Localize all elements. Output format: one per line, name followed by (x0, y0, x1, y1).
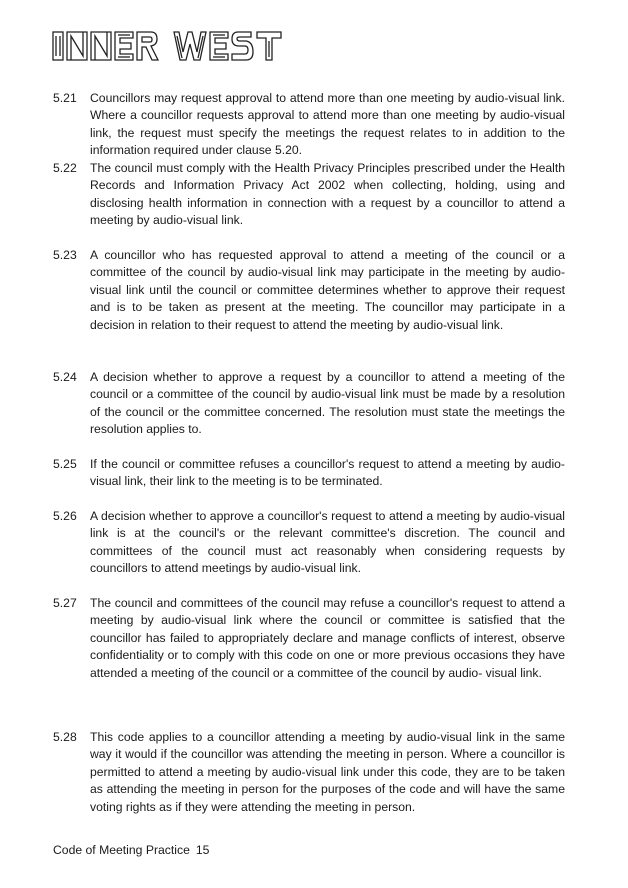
page-footer (53, 842, 209, 859)
clause-5-25 (53, 456, 565, 491)
page-number: 15 (195, 843, 210, 857)
inner-west-logo (52, 28, 288, 64)
clause-number: 5.26 (53, 509, 77, 523)
clause-text: This code applies to a councillor attending a meeting by audio-visual link in the same way it would if the councillor was attending the meeting in person. Where a councillor is permitted to attend a meeting by audio-visual link under this code, they are to be taken as attending the meeting in person for the purposes of the code and will have the same voting rights as if they were attending the meeting in person. (90, 730, 565, 814)
clause-number: 5.22 (53, 161, 77, 175)
clause-5-26 (53, 508, 565, 578)
clause-number: 5.23 (53, 248, 77, 262)
clause-number: 5.24 (53, 370, 77, 384)
clause-text: The council and committees of the council may refuse a councillor's request to attend a meeting by audio-visual link where the council or committee is satisfied that the councillor has failed to appropriately declare and manage conflicts of interest, observe confidentiality or to comply with this code on one or more previous occasions they have attended a meeting of the council or a committee of the council by audio- visual link. (90, 596, 565, 680)
clause-number: 5.28 (53, 730, 77, 744)
clause-text: A decision whether to approve a councillor's request to attend a meeting by audio-visual link is at the council's or the relevant committee's discretion. The council and committees of the council must act reasonably when considering requests by councillors to attend meetings by audio-visual link. (90, 509, 565, 576)
footer-document-title: Code of Meeting Practice (53, 843, 190, 857)
clause-text: A decision whether to approve a request by a councillor to attend a meeting of the council or a committee of the council by audio-visual link must be made by a resolution of the council or the committee concerned. The resolution must state the meetings the resolution applies to. (90, 370, 565, 437)
clause-5-21 (53, 90, 565, 160)
clause-text: Councillors may request approval to attend more than one meeting by audio-visual link. Where a councillor requests approval to attend more than one meeting by audio-visual link, the request must specify the meetings the request relates to in addition to the information required under clause 5.20. (90, 91, 565, 158)
clause-5-23 (53, 247, 565, 334)
clause-5-28 (53, 729, 565, 816)
clause-number: 5.21 (53, 91, 77, 105)
clause-number: 5.27 (53, 596, 77, 610)
clause-5-24 (53, 369, 565, 439)
clause-number: 5.25 (53, 457, 77, 471)
clause-5-27 (53, 595, 565, 682)
clause-5-22 (53, 160, 565, 230)
clause-text: A councillor who has requested approval to attend a meeting of the council or a committee of the council by audio-visual link may participate in the meeting by audio-visual link until the council or committee determines whether to approve their request and is to be taken as present at the meeting. The councillor may participate in a decision in relation to their request to attend the meeting by audio-visual link. (90, 248, 565, 332)
clause-text: If the council or committee refuses a councillor's request to attend a meeting by audio-visual link, their link to the meeting is to be terminated. (90, 457, 565, 489)
clause-text: The council must comply with the Health Privacy Principles prescribed under the Health Records and Information Privacy Act 2002 when collecting, holding, using and disclosing health information in connection with a request by a councillor to attend a meeting by audio-visual link. (90, 161, 565, 228)
